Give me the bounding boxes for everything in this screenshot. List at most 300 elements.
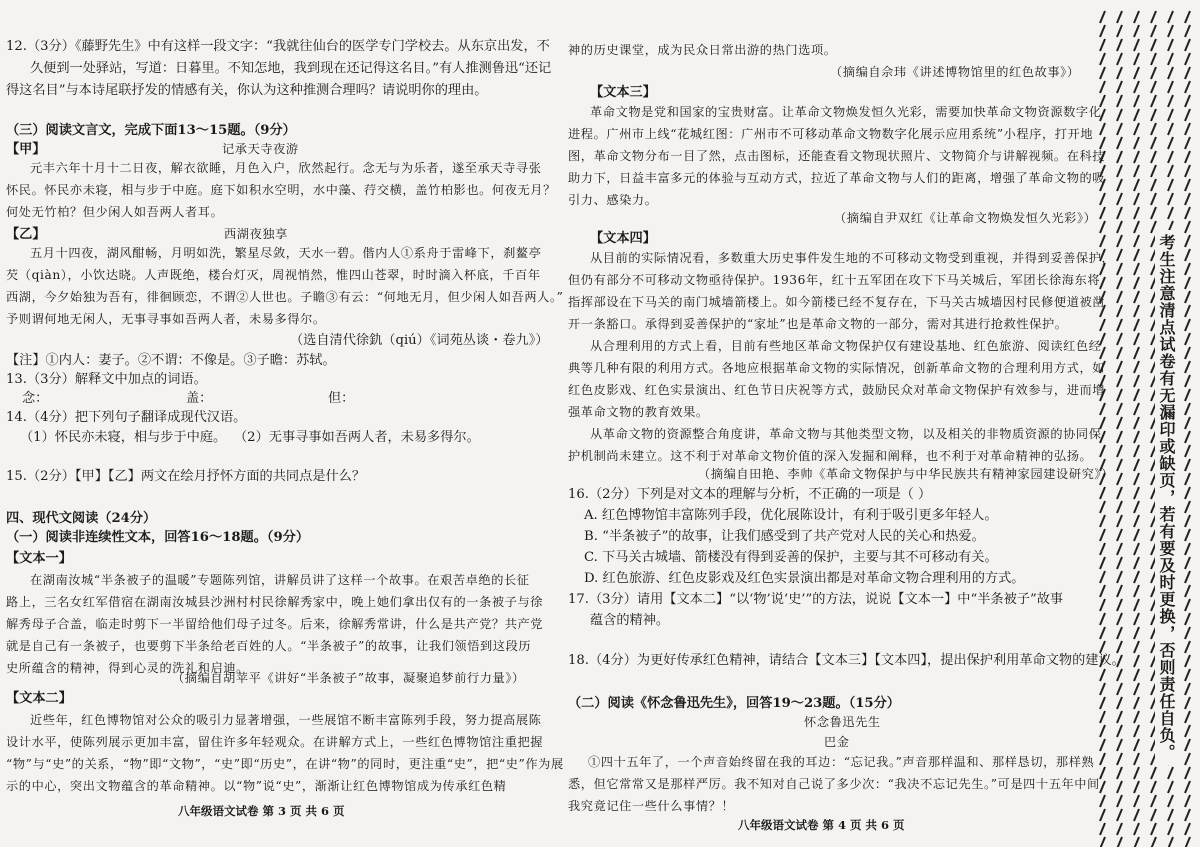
hatch-stroke: [1185, 67, 1190, 79]
hatch-stroke: [1100, 319, 1105, 331]
hatch-stroke: [1151, 781, 1156, 793]
text-yi-label: 【乙】: [6, 227, 46, 242]
hatch-stroke: [1185, 347, 1190, 359]
hatch-stroke: [1100, 137, 1105, 149]
text-yi-line-2: 芡（qiàn），小饮达晓。人声既绝，楼台灯灭，周视悄然，惟四山苍翠，时时滴入杯底，千百年: [6, 268, 541, 282]
text1-line-1: 在湖南汝城“半条被子的温暖”专题陈列馆，讲解员讲了这样一个故事。在艰苦卓绝的长征: [30, 573, 530, 587]
q17-line-1: 17.（3分）请用【文本二】“以‘物’说‘史’”的方法，说说【文本一】中“半条被子”故事: [568, 592, 1064, 607]
hatch-stroke: [1151, 39, 1156, 51]
binding-margin-hatching: [1092, 0, 1200, 847]
hatch-stroke: [1100, 501, 1105, 513]
hatch-stroke: [1168, 823, 1173, 835]
text2-line-2: 设计水平，使陈列展示更加丰富，留住许多年轻观众。在讲解方式上，一些红色博物馆注重把握: [6, 735, 544, 749]
hatch-stroke: [1185, 837, 1190, 847]
hatch-stroke: [1168, 123, 1173, 135]
hatch-stroke: [1185, 711, 1190, 723]
hatch-stroke: [1117, 291, 1122, 303]
hatch-stroke: [1117, 235, 1122, 247]
hatch-stroke: [1134, 669, 1139, 681]
q14: 14.（4分）把下列句子翻译成现代汉语。: [6, 410, 247, 425]
hatch-stroke: [1185, 277, 1190, 289]
left-footer: 八年级语文试卷 第 3 页 共 6 页: [178, 804, 345, 818]
hatch-stroke: [1134, 767, 1139, 779]
hatch-stroke: [1134, 179, 1139, 191]
hatch-stroke: [1117, 11, 1122, 23]
text1-line-5: 史所蕴含的精神，得到心灵的洗礼和启迪。: [6, 661, 249, 675]
text2-line-3: “物”与“史”的关系，“物”即“文物”，“史”即“历史”，在讲“物”的同时，更注重“史”，把“史”作为展: [6, 757, 564, 771]
hatch-stroke: [1185, 95, 1190, 107]
text-jia-line-3: 何处无竹柏？但少闲人如吾两人者耳。: [6, 205, 224, 219]
hatch-stroke: [1100, 193, 1105, 205]
hatch-stroke: [1100, 39, 1105, 51]
hatch-stroke: [1168, 193, 1173, 205]
hatch-stroke: [1100, 361, 1105, 373]
hatch-stroke: [1185, 739, 1190, 751]
hatch-stroke: [1151, 25, 1156, 37]
hatch-stroke: [1100, 683, 1105, 695]
hatch-stroke: [1117, 95, 1122, 107]
hatch-stroke: [1168, 179, 1173, 191]
q12-line-1: 12.（3分）《藤野先生》中有这样一段文字：“我就往仙台的医学专门学校去。从东京出发，不: [6, 39, 550, 54]
hatch-stroke: [1168, 165, 1173, 177]
hatch-stroke: [1185, 795, 1190, 807]
hatch-stroke: [1134, 81, 1139, 93]
hatch-stroke: [1151, 837, 1156, 847]
text4-line-10: 护机制尚未建立。这不利于对革命文物价值的深入发掘和阐释，也不利于对革命精神的弘扬。: [568, 449, 1093, 463]
hatch-stroke: [1117, 571, 1122, 583]
hatch-stroke: [1134, 389, 1139, 401]
hatch-stroke: [1134, 599, 1139, 611]
hatch-stroke: [1185, 81, 1190, 93]
hatch-stroke: [1134, 221, 1139, 233]
hatch-stroke: [1117, 347, 1122, 359]
text4-line-3: 指挥部设在下马关的南门城墙箭楼上。如今箭楼已经不复存在，下马关古城墙因村民修便道被凿: [568, 295, 1106, 309]
hatch-stroke: [1185, 165, 1190, 177]
hatch-stroke: [1185, 11, 1190, 23]
hatch-stroke: [1185, 179, 1190, 191]
hatch-stroke: [1185, 753, 1190, 765]
essay-line-3: 我究竟记住一些什么事情？！: [568, 799, 735, 813]
hatch-stroke: [1168, 11, 1173, 23]
section4-heading: 四、现代文阅读（24分）: [6, 511, 157, 526]
hatch-stroke: [1185, 473, 1190, 485]
hatch-stroke: [1100, 641, 1105, 653]
essay-title: 怀念鲁迅先生: [804, 715, 881, 729]
hatch-stroke: [1185, 389, 1190, 401]
hatch-stroke: [1168, 53, 1173, 65]
hatch-stroke: [1134, 11, 1139, 23]
hatch-stroke: [1134, 809, 1139, 821]
text1-label: 【文本一】: [6, 551, 72, 566]
hatch-stroke: [1100, 781, 1105, 793]
hatch-stroke: [1185, 599, 1190, 611]
text3-line-5: 引力、感染力。: [568, 193, 658, 207]
text-yi-line-3: 西湖，今夕始独为吾有，徘徊顾恋，不谓②人世也。子瞻③有云：“何地无月，但少闲人如吾两人。”: [6, 290, 564, 304]
text4-line-2: 但仍有部分不可移动文物亟待保护。1936年，红十五军团在攻下下马关城后，军团长徐海东将: [568, 273, 1101, 287]
hatch-stroke: [1134, 417, 1139, 429]
hatch-stroke: [1134, 53, 1139, 65]
hatch-stroke: [1100, 207, 1105, 219]
text4-line-1: 从目前的实际情况看，多数重大历史事件发生地的不可移动文物受到重视，并得到妥善保护，: [590, 251, 1115, 265]
subsection1-heading: （一）阅读非连续性文本，回答16～18题。（9分）: [6, 530, 310, 545]
hatch-stroke: [1168, 39, 1173, 51]
hatch-stroke: [1134, 39, 1139, 51]
hatch-stroke: [1117, 823, 1122, 835]
text-jia-line-2: 怀民。怀民亦未寝，相与步于中庭。庭下如积水空明，水中藻、荇交横，盖竹柏影也。何夜无月？: [6, 183, 556, 197]
hatch-stroke: [1117, 193, 1122, 205]
q13-item-gai: 盖：: [186, 391, 213, 406]
hatch-stroke: [1185, 655, 1190, 667]
hatch-stroke: [1168, 81, 1173, 93]
text-yi-source: （选自清代徐釚（qiú）《词苑丛谈・卷九》）: [290, 333, 549, 348]
hatch-stroke: [1117, 543, 1122, 555]
hatch-stroke: [1151, 809, 1156, 821]
hatch-stroke: [1151, 207, 1156, 219]
hatch-stroke: [1134, 543, 1139, 555]
text3-line-3: 图，革命文物分布一目了然，点击图标，还能查看文物现状照片、文物简介与讲解视频。在科技: [568, 149, 1106, 163]
notes: 【注】①内人：妻子。②不谓：不像是。③子瞻：苏轼。: [6, 353, 336, 368]
exam-notice-vertical: 考生注意清点试卷有无漏印或缺页，若有要及时更换，否则责任自负。: [1155, 230, 1177, 765]
hatch-stroke: [1134, 403, 1139, 415]
hatch-stroke: [1134, 25, 1139, 37]
hatch-stroke: [1100, 375, 1105, 387]
hatch-stroke: [1185, 137, 1190, 149]
hatch-stroke: [1100, 403, 1105, 415]
hatch-stroke: [1134, 473, 1139, 485]
text-yi-title: 西湖夜独享: [224, 227, 288, 241]
hatch-stroke: [1117, 81, 1122, 93]
hatch-stroke: [1134, 277, 1139, 289]
hatch-stroke: [1117, 529, 1122, 541]
hatch-stroke: [1117, 669, 1122, 681]
text3-line-2: 进程。广州市上线“花城红图：广州市不可移动革命文物数字化展示应用系统”小程序，打开地: [568, 127, 1094, 141]
hatch-stroke: [1168, 67, 1173, 79]
hatch-stroke: [1100, 753, 1105, 765]
hatch-stroke: [1100, 809, 1105, 821]
hatch-stroke: [1117, 767, 1122, 779]
hatch-stroke: [1117, 431, 1122, 443]
hatch-stroke: [1100, 305, 1105, 317]
hatch-stroke: [1185, 809, 1190, 821]
hatch-stroke: [1185, 305, 1190, 317]
hatch-stroke: [1151, 53, 1156, 65]
hatch-stroke: [1117, 53, 1122, 65]
hatch-stroke: [1185, 375, 1190, 387]
text4-line-7: 红色皮影戏、红色实景演出、红色节日庆祝等方式，鼓励民众对革命文物保护有效参与，进而增: [568, 383, 1106, 397]
hatch-stroke: [1168, 151, 1173, 163]
hatch-stroke: [1117, 585, 1122, 597]
text2-label: 【文本二】: [6, 691, 72, 706]
hatch-stroke: [1151, 11, 1156, 23]
hatch-stroke: [1117, 109, 1122, 121]
hatch-stroke: [1151, 165, 1156, 177]
essay-line-1: ①四十五年了，一个声音始终留在我的耳边：“忘记我。”声音那样温和、那样恳切，那样熟: [588, 755, 1095, 769]
section3-heading: （三）阅读文言文，完成下面13～15题。（9分）: [6, 123, 296, 138]
hatch-stroke: [1185, 669, 1190, 681]
hatch-stroke: [1134, 235, 1139, 247]
hatch-stroke: [1117, 25, 1122, 37]
hatch-stroke: [1185, 683, 1190, 695]
hatch-stroke: [1185, 585, 1190, 597]
hatch-stroke: [1185, 235, 1190, 247]
hatch-stroke: [1117, 781, 1122, 793]
hatch-stroke: [1185, 417, 1190, 429]
hatch-stroke: [1134, 431, 1139, 443]
hatch-stroke: [1151, 151, 1156, 163]
q18: 18.（4分）为更好传承红色精神，请结合【文本三】【文本四】，提出保护利用革命文物的建议。: [568, 653, 1125, 668]
hatch-stroke: [1134, 361, 1139, 373]
q13: 13.（3分）解释文中加点的词语。: [6, 372, 207, 387]
hatch-stroke: [1134, 641, 1139, 653]
hatch-stroke: [1185, 109, 1190, 121]
hatch-stroke: [1117, 333, 1122, 345]
hatch-stroke: [1168, 95, 1173, 107]
hatch-stroke: [1117, 263, 1122, 275]
hatch-stroke: [1100, 445, 1105, 457]
hatch-stroke: [1100, 613, 1105, 625]
hatch-stroke: [1134, 683, 1139, 695]
hatch-stroke: [1100, 823, 1105, 835]
hatch-stroke: [1134, 795, 1139, 807]
hatch-stroke: [1185, 529, 1190, 541]
hatch-stroke: [1134, 109, 1139, 121]
hatch-stroke: [1151, 109, 1156, 121]
hatch-stroke: [1100, 67, 1105, 79]
q14-item-1: （1）怀民亦未寝，相与步于中庭。: [20, 430, 227, 445]
hatch-stroke: [1100, 669, 1105, 681]
hatch-stroke: [1134, 837, 1139, 847]
hatch-stroke: [1100, 529, 1105, 541]
hatch-stroke: [1134, 151, 1139, 163]
hatch-stroke: [1100, 585, 1105, 597]
hatch-stroke: [1117, 445, 1122, 457]
hatch-stroke: [1134, 655, 1139, 667]
hatch-stroke: [1117, 151, 1122, 163]
hatch-stroke: [1117, 725, 1122, 737]
hatch-stroke: [1134, 753, 1139, 765]
hatch-stroke: [1185, 151, 1190, 163]
hatch-stroke: [1100, 767, 1105, 779]
hatch-stroke: [1100, 711, 1105, 723]
hatch-stroke: [1117, 739, 1122, 751]
hatch-stroke: [1100, 571, 1105, 583]
hatch-stroke: [1100, 487, 1105, 499]
hatch-stroke: [1134, 67, 1139, 79]
hatch-stroke: [1168, 809, 1173, 821]
hatch-stroke: [1100, 109, 1105, 121]
q13-item-nian: 念：: [22, 391, 49, 406]
hatch-stroke: [1117, 697, 1122, 709]
hatch-stroke: [1151, 179, 1156, 191]
hatch-stroke: [1185, 445, 1190, 457]
hatch-stroke: [1134, 123, 1139, 135]
hatch-stroke: [1168, 767, 1173, 779]
hatch-stroke: [1168, 795, 1173, 807]
hatch-stroke: [1168, 207, 1173, 219]
hatch-stroke: [1100, 473, 1105, 485]
hatch-stroke: [1100, 333, 1105, 345]
hatch-stroke: [1117, 305, 1122, 317]
hatch-stroke: [1134, 711, 1139, 723]
hatch-stroke: [1134, 193, 1139, 205]
hatch-stroke: [1117, 123, 1122, 135]
q12-line-2: 久便到一处驿站，写道：日暮里。不知怎地，我到现在还记得这名目。”有人推测鲁迅“还记: [30, 61, 552, 76]
q16-option-a: A. 红色博物馆丰富陈列手段，优化展陈设计，有利于吸引更多年轻人。: [584, 508, 998, 523]
hatch-stroke: [1100, 697, 1105, 709]
hatch-stroke: [1185, 39, 1190, 51]
hatch-stroke: [1100, 221, 1105, 233]
hatch-stroke: [1168, 837, 1173, 847]
hatch-stroke: [1100, 151, 1105, 163]
hatch-stroke: [1134, 501, 1139, 513]
hatch-stroke: [1100, 725, 1105, 737]
hatch-stroke: [1134, 263, 1139, 275]
hatch-stroke: [1117, 613, 1122, 625]
hatch-stroke: [1134, 557, 1139, 569]
hatch-stroke: [1117, 473, 1122, 485]
hatch-stroke: [1117, 459, 1122, 471]
hatch-stroke: [1100, 459, 1105, 471]
hatch-stroke: [1168, 781, 1173, 793]
hatch-stroke: [1134, 319, 1139, 331]
hatch-stroke: [1100, 81, 1105, 93]
hatch-stroke: [1185, 515, 1190, 527]
hatch-stroke: [1185, 221, 1190, 233]
text-yi-line-4: 予则谓何地无闲人，无事寻事如吾两人者，未易多得尔。: [6, 312, 326, 326]
hatch-stroke: [1134, 725, 1139, 737]
text1-source: （摘编自胡苹平《讲好“半条被子”故事，凝聚追梦前行力量》）: [172, 671, 525, 685]
hatch-stroke: [1117, 795, 1122, 807]
hatch-stroke: [1117, 179, 1122, 191]
hatch-stroke: [1100, 431, 1105, 443]
text-yi-line-1: 五月十四夜，湖风酣畅，月明如洗，繁星尽敛，天水一碧。偕内人①系舟于雷峰下，刹鳌亭: [30, 246, 542, 260]
essay-author: 巴金: [824, 735, 850, 749]
hatch-stroke: [1168, 25, 1173, 37]
hatch-stroke: [1134, 137, 1139, 149]
q16-option-d: D. 红色旅游、红色皮影戏及红色实景演出都是对革命文物合理利用的方式。: [584, 571, 1025, 586]
hatch-stroke: [1134, 571, 1139, 583]
hatch-stroke: [1185, 361, 1190, 373]
hatch-stroke: [1151, 767, 1156, 779]
q16: 16.（2分）下列是对文本的理解与分析，不正确的一项是（ ）: [568, 487, 932, 502]
hatch-stroke: [1134, 95, 1139, 107]
hatch-stroke: [1168, 137, 1173, 149]
hatch-stroke: [1151, 137, 1156, 149]
hatch-stroke: [1134, 627, 1139, 639]
hatch-stroke: [1185, 571, 1190, 583]
hatch-stroke: [1117, 403, 1122, 415]
hatch-stroke: [1134, 585, 1139, 597]
hatch-stroke: [1134, 375, 1139, 387]
hatch-stroke: [1100, 165, 1105, 177]
hatch-stroke: [1185, 627, 1190, 639]
hatch-stroke: [1100, 417, 1105, 429]
hatch-stroke: [1151, 795, 1156, 807]
hatch-stroke: [1134, 445, 1139, 457]
hatch-stroke: [1100, 599, 1105, 611]
hatch-stroke: [1117, 515, 1122, 527]
hatch-stroke: [1100, 739, 1105, 751]
hatch-stroke: [1151, 81, 1156, 93]
hatch-stroke: [1100, 249, 1105, 261]
hatch-stroke: [1100, 655, 1105, 667]
hatch-stroke: [1117, 711, 1122, 723]
hatch-stroke: [1100, 179, 1105, 191]
hatch-stroke: [1117, 641, 1122, 653]
q12-line-3: 得这名目”与本诗尾联抒发的情感有关，你认为这种推测合理吗？请说明你的理由。: [6, 83, 488, 98]
right-footer: 八年级语文试卷 第 4 页 共 6 页: [738, 818, 905, 832]
text3-line-1: 革命文物是党和国家的宝贵财富。让革命文物焕发恒久光彩，需要加快革命文物资源数字化: [590, 105, 1102, 119]
hatch-stroke: [1100, 347, 1105, 359]
hatch-stroke: [1185, 333, 1190, 345]
q16-option-b: B. “半条被子”的故事，让我们感受到了共产党对人民的关心和热爱。: [584, 529, 985, 544]
hatch-stroke: [1100, 95, 1105, 107]
text4-source: （摘编自田艳、李帅《革命文物保护与中华民族共有精神家园建设研究》）: [698, 467, 1114, 481]
text2-continuation: 神的历史课堂，成为民众日常出游的热门选项。: [568, 43, 837, 57]
hatch-stroke: [1117, 277, 1122, 289]
hatch-stroke: [1134, 529, 1139, 541]
hatch-stroke: [1185, 459, 1190, 471]
hatch-stroke: [1134, 613, 1139, 625]
hatch-stroke: [1134, 333, 1139, 345]
q13-item-dan: 但：: [328, 391, 355, 406]
hatch-stroke: [1185, 25, 1190, 37]
hatch-stroke: [1185, 207, 1190, 219]
hatch-stroke: [1134, 249, 1139, 261]
hatch-stroke: [1100, 515, 1105, 527]
subsection2-heading: （二）阅读《怀念鲁迅先生》，回答19～23题。（15分）: [568, 696, 900, 711]
hatch-stroke: [1117, 221, 1122, 233]
hatch-stroke: [1185, 193, 1190, 205]
hatch-stroke: [1185, 557, 1190, 569]
q15: 15.（2分）【甲】【乙】两文在绘月抒怀方面的共同点是什么？: [6, 469, 366, 484]
hatch-stroke: [1100, 123, 1105, 135]
text3-label: 【文本三】: [590, 85, 656, 100]
hatch-stroke: [1185, 319, 1190, 331]
hatch-stroke: [1185, 697, 1190, 709]
hatch-stroke: [1117, 319, 1122, 331]
text4-line-6: 典等几种有限的利用方式。各地应根据革命文物的实际情况，创新革命文物的合理利用方式，如: [568, 361, 1106, 375]
text1-line-2: 路上，三名女红军借宿在湖南汝城县沙洲村村民徐解秀家中，晚上她们拿出仅有的一条被子与徐: [6, 595, 544, 609]
hatch-stroke: [1100, 543, 1105, 555]
hatch-stroke: [1134, 739, 1139, 751]
hatch-stroke: [1134, 305, 1139, 317]
hatch-stroke: [1100, 557, 1105, 569]
hatch-stroke: [1185, 431, 1190, 443]
hatch-stroke: [1117, 417, 1122, 429]
hatch-stroke: [1100, 263, 1105, 275]
text4-line-4: 开一条豁口。承得到妥善保护的“家址”也是革命文物的一部分，需对其进行抢救性保护。: [568, 317, 1068, 331]
hatch-stroke: [1185, 291, 1190, 303]
hatch-stroke: [1185, 53, 1190, 65]
hatch-stroke: [1100, 235, 1105, 247]
q17-line-2: 蕴含的精神。: [590, 613, 670, 628]
hatch-stroke: [1134, 207, 1139, 219]
text3-line-4: 助力下，日益丰富多元的体验与互动方式，拉近了革命文物与人们的距离，增强了革命文物的吸: [568, 171, 1106, 185]
hatch-stroke: [1185, 781, 1190, 793]
essay-line-2: 悉，但它常常又是那样严厉。我不知对自己说了多少次：“我决不忘记先生。”可是四十五年中间: [568, 777, 1100, 791]
hatch-stroke: [1185, 403, 1190, 415]
hatch-stroke: [1100, 11, 1105, 23]
hatch-stroke: [1117, 39, 1122, 51]
hatch-stroke: [1117, 487, 1122, 499]
hatch-stroke: [1185, 501, 1190, 513]
text1-line-3: 解秀母子合盖，临走时剪下一半留给他们母子过冬。后来，徐解秀常讲，什么是共产党？共产党: [6, 617, 544, 631]
hatch-stroke: [1100, 837, 1105, 847]
q14-item-2: （2）无事寻事如吾两人者，未易多得尔。: [234, 430, 480, 445]
hatch-stroke: [1100, 53, 1105, 65]
hatch-stroke: [1117, 753, 1122, 765]
